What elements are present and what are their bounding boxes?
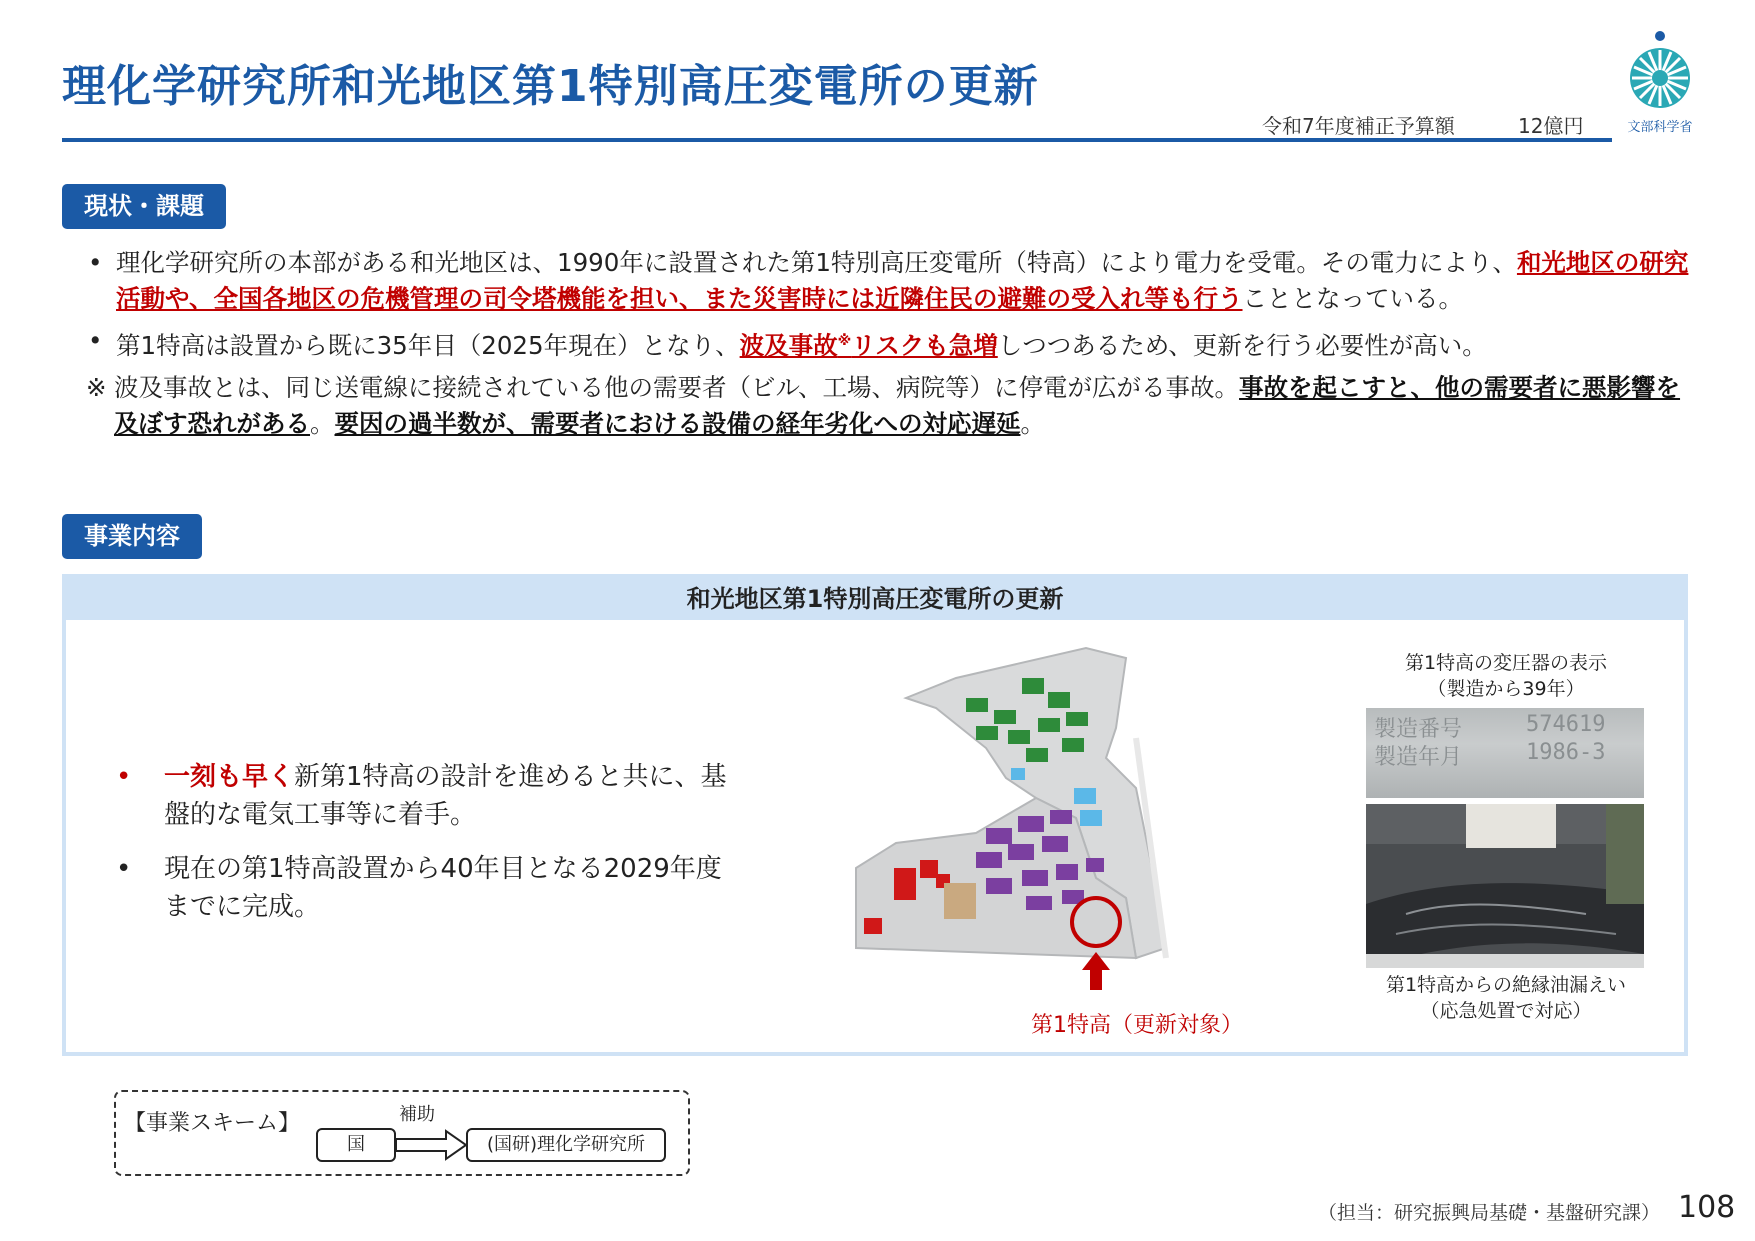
bullet: • <box>116 854 132 884</box>
note-mid: 。 <box>310 409 335 439</box>
photo2-caption <box>1356 972 1656 1024</box>
status-item-1-tail: こととなっている。 <box>1242 284 1464 313</box>
status-list <box>84 245 1704 442</box>
bullet: • <box>88 248 103 277</box>
nameplate-label-2: 製造年月 <box>1374 745 1463 770</box>
plan-item-1 <box>116 758 736 834</box>
budget-amount: 12億円 <box>1518 114 1584 138</box>
project-section-tag: 事業内容 <box>62 514 202 559</box>
status-item-2-highlight-b: リスクも急増 <box>851 331 998 361</box>
nameplate-value-2: 1986-3 <box>1526 740 1606 765</box>
budget-label: 令和7年度補正予算額 <box>1262 114 1455 138</box>
map-ground <box>944 883 976 919</box>
status-item-2-highlight <box>740 331 998 360</box>
map-target-label: 第1特高（更新対象） <box>1031 1013 1243 1038</box>
oil-leak-photo <box>1366 804 1644 968</box>
plan-item-1-highlight: 一刻も早く <box>164 762 295 792</box>
status-item-1-highlight: 和光地区の研究活動や、全国各地区の危機管理の司令塔機能を担い、また災害時には近隣住民の避難の受入れ等も行う <box>116 248 1689 313</box>
note-ref: ※ <box>837 333 852 349</box>
plan-item-2-text: 現在の第1特高設置から40年目となる2029年度までに完成。 <box>164 854 722 922</box>
logo-text: 文部科学省 <box>1627 120 1693 135</box>
oil-leak-photo-image <box>1366 804 1644 968</box>
note-mark: ※ <box>86 373 107 403</box>
scheme-to-box: (国研)理化学研究所 <box>466 1128 666 1162</box>
mext-logo <box>1620 28 1700 136</box>
photo1-caption-line1: 第1特高の変圧器の表示 <box>1404 652 1608 674</box>
campus-map <box>836 638 1256 998</box>
status-item-1-text: 理化学研究所の本部がある和光地区は、1990年に設置された第1特別高圧変電所（特高）により電力を受電。その電力により、 <box>116 248 1517 277</box>
plan-item-1-text: 新第1特高の設計を進めると共に、基盤的な電気工事等に着手。 <box>164 762 727 830</box>
status-item-2-highlight-a: 波及事故 <box>739 331 838 361</box>
bullet: • <box>88 326 103 355</box>
contact-footer: （担当：研究振興局基礎・基盤研究課） <box>1318 1202 1661 1224</box>
plan-item-2 <box>116 850 736 926</box>
project-content-box <box>62 574 1688 1056</box>
status-item-2-text: 第1特高は設置から既に35年目（2025年現在）となり、 <box>116 331 740 361</box>
scheme-title: 【事業スキーム】 <box>124 1111 301 1136</box>
project-box-title: 和光地区第1特別高圧変電所の更新 <box>66 578 1684 620</box>
plan-list <box>116 758 736 942</box>
note-bold-1: 事故を起こすと、他の需要者に悪影響を及ぼす恐れがある <box>114 373 1681 439</box>
note-text: 波及事故とは、同じ送電線に接続されている他の需要者（ビル、工場、病院等）に停電が広がる事故。 <box>114 373 1240 403</box>
nameplate-value-1: 574619 <box>1526 712 1606 737</box>
photo1-caption <box>1356 650 1656 702</box>
status-note <box>84 370 1704 442</box>
photo1-caption-line2: （製造から39年） <box>1427 678 1585 700</box>
mext-logo-icon <box>1620 28 1700 114</box>
photo2-caption-line2: （応急処置で対応） <box>1420 1000 1592 1022</box>
note-bold-2: 要因の過半数が、需要者における設備の経年劣化への対応遅延 <box>334 409 1021 439</box>
page-title: 理化学研究所和光地区第1特別高圧変電所の更新 <box>62 61 1039 112</box>
note-end: 。 <box>1020 409 1045 439</box>
bullet: • <box>116 762 132 792</box>
scheme-arrow-icon <box>396 1128 468 1162</box>
scheme-arrow-label: 補助 <box>399 1104 435 1125</box>
status-item-2-tail: しつつあるため、更新を行う必要性が高い。 <box>997 331 1487 361</box>
status-item-1 <box>84 245 1704 317</box>
transformer-nameplate-photo <box>1366 708 1644 798</box>
page-number: 108 <box>1678 1190 1736 1225</box>
scheme-from-box: 国 <box>316 1128 396 1162</box>
nameplate-label-1: 製造番号 <box>1374 717 1463 742</box>
status-section-tag: 現状・課題 <box>62 184 226 229</box>
status-item-2 <box>84 323 1704 364</box>
project-scheme <box>114 1090 690 1176</box>
photo2-caption-line1: 第1特高からの絶縁油漏えい <box>1385 974 1627 996</box>
